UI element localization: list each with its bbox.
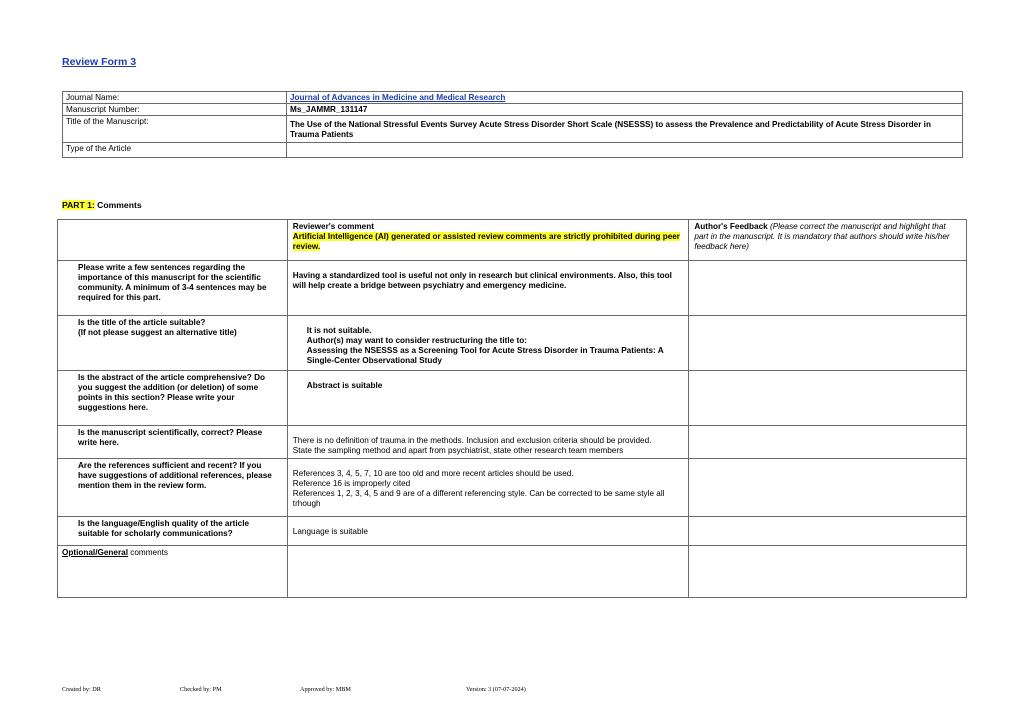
author-feedback-optional[interactable] [689, 546, 967, 598]
comment-cell-title[interactable] [287, 316, 689, 371]
manuscript-number-value: Ms_JAMMR_131147 [287, 104, 963, 116]
manuscript-info-table [62, 91, 963, 158]
question-scientific: Is the manuscript scientifically, correct? Please write here. [58, 426, 288, 459]
info-row-type [63, 143, 963, 158]
comments-table [57, 219, 967, 598]
question-references: Are the references sufficient and recent? If you have suggestions of additional references, please mention them in the review form. [58, 459, 288, 517]
comment-cell-importance[interactable] [287, 261, 689, 316]
comment-title-line2: Author(s) may want to consider restructuring the title to: [306, 336, 527, 345]
comment-title-line3: Assessing the NSESSS as a Screening Tool for Acute Stress Disorder in Trauma Patients: A Single-Center Observational Study [306, 346, 664, 365]
comment-title-line1: It is not suitable. [306, 326, 372, 335]
optional-label-underlined: Optional/General [62, 548, 128, 557]
manuscript-title-label: Title of the Manuscript: [63, 116, 287, 143]
question-language: Is the language/English quality of the article suitable for scholarly communications? [58, 517, 288, 546]
review-row-optional [58, 546, 967, 598]
article-type-label: Type of the Article [63, 143, 287, 158]
optional-comments-label [58, 546, 288, 598]
question-abstract: Is the abstract of the article comprehensive? Do you suggest the addition (or deletion) of some points in this section? Please write your suggestions here. [58, 371, 288, 426]
info-row-journal [63, 92, 963, 104]
part-title: Comments [94, 200, 142, 210]
optional-label-rest: comments [127, 548, 169, 557]
comment-references-line2: Reference 16 is improperly cited [292, 479, 411, 488]
review-row-references [58, 459, 967, 517]
comment-cell-optional[interactable] [287, 546, 689, 598]
review-row-abstract [58, 371, 967, 426]
comment-cell-abstract[interactable] [287, 371, 689, 426]
reviewer-comment-header [287, 220, 689, 261]
author-feedback-language[interactable] [689, 517, 967, 546]
comment-abstract: Abstract is suitable [306, 381, 383, 390]
comment-references-line3: References 1, 2, 3, 4, 5 and 9 are of a different referencing style. Can be corrected to be same style all trhough [292, 489, 665, 508]
author-feedback-title[interactable] [689, 316, 967, 371]
info-row-manuscript-number [63, 104, 963, 116]
question-title: Is the title of the article suitable? (If not please suggest an alternative title) [58, 316, 288, 371]
header-empty-cell [58, 220, 288, 261]
part-label: PART 1: [62, 200, 95, 210]
author-feedback-header [689, 220, 967, 261]
form-title: Review Form 3 [62, 56, 137, 68]
manuscript-title-value: The Use of the National Stressful Events Survey Acute Stress Disorder Short Scale (NSESSS) to assess the Prevalence and Predictability of Acute Stress Disorder in Trauma Patients [287, 116, 963, 143]
part-1-heading [62, 200, 142, 210]
article-type-value [287, 143, 963, 158]
author-feedback-references[interactable] [689, 459, 967, 517]
comment-scientific-line2: State the sampling method and apart from psychiatrist, state other research team members [292, 446, 624, 455]
review-row-language [58, 517, 967, 546]
review-row-title [58, 316, 967, 371]
comment-cell-language[interactable] [287, 517, 689, 546]
author-feedback-scientific[interactable] [689, 426, 967, 459]
footer-approved-by: Approved by: MBM [300, 686, 351, 693]
comment-cell-references[interactable] [287, 459, 689, 517]
author-feedback-abstract[interactable] [689, 371, 967, 426]
ai-warning: Artificial Intelligence (AI) generated or assisted review comments are strictly prohibited during peer review. [292, 232, 680, 251]
comment-cell-scientific[interactable] [287, 426, 689, 459]
footer-checked-by: Checked by: PM [180, 686, 222, 693]
comment-scientific-line1: There is no definition of trauma in the methods. Inclusion and exclusion criteria should be provided. [292, 436, 652, 445]
author-feedback-importance[interactable] [689, 261, 967, 316]
journal-label: Journal Name: [63, 92, 287, 104]
info-row-title [63, 116, 963, 143]
comments-header-row [58, 220, 967, 261]
manuscript-number-label: Manuscript Number: [63, 104, 287, 116]
author-feedback-title: Author's Feedback [694, 222, 768, 231]
review-row-importance [58, 261, 967, 316]
comment-language: Language is suitable [292, 527, 368, 536]
footer-created-by: Created by: DR [62, 686, 101, 693]
comment-references-line1: References 3, 4, 5, 7, 10 are too old and more recent articles should be used. [292, 469, 574, 478]
comment-importance: Having a standardized tool is useful not only in research but clinical environments. Also, this tool will help create a bridge between psychiatry and emergency medicine. [292, 271, 672, 290]
journal-link[interactable]: Journal of Advances in Medicine and Medical Research [287, 92, 963, 104]
author-feedback-note: (Please correct the manuscript and highlight that part in the manuscript. It is mandatory that authors should write his/her feedback here) [694, 222, 950, 251]
question-importance: Please write a few sentences regarding the importance of this manuscript for the scientific community. A minimum of 3-4 sentences may be required for this part. [58, 261, 288, 316]
reviewer-comment-title: Reviewer's comment [292, 222, 374, 231]
review-row-scientific [58, 426, 967, 459]
footer-version: Version: 3 (07-07-2024) [466, 686, 526, 693]
